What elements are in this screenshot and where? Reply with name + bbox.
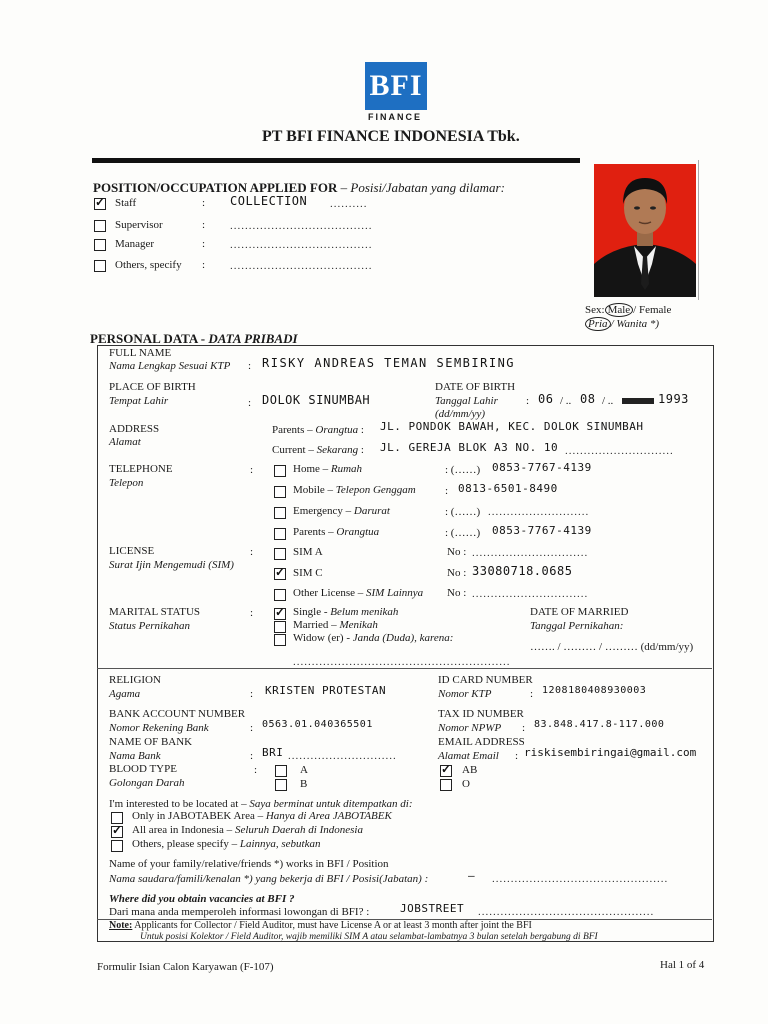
bank-account-label: BANK ACCOUNT NUMBER <box>109 708 246 720</box>
blood-label: BLOOD TYPE <box>109 763 177 775</box>
mobile-phone-checkbox[interactable] <box>274 486 286 498</box>
mobile-phone-value: 0813-6501-8490 <box>458 482 558 495</box>
vacancy-value: JOBSTREET <box>400 902 465 915</box>
applicant-photo <box>594 164 696 297</box>
tparents-sub: Orangtua <box>336 526 380 538</box>
telephone-sub: Telepon <box>109 477 144 489</box>
bank-name-label: NAME OF BANK <box>109 736 193 748</box>
widow-label: Widow (er) - <box>293 632 350 644</box>
staff-colon: : <box>202 197 206 209</box>
staff-checkbox[interactable] <box>94 198 106 210</box>
religion-value: KRISTEN PROTESTAN <box>265 684 387 697</box>
header-divider <box>92 158 580 163</box>
loc3-sub: Lainnya, sebutkan <box>239 838 321 850</box>
sex-indo-field <box>585 318 659 330</box>
dob-strikeout <box>622 398 654 404</box>
bank-name-value: BRI <box>262 746 284 759</box>
loc2-label: All area in Indonesia – <box>132 824 233 836</box>
parents-phone-field <box>293 526 379 538</box>
other-license-dots: ............................... <box>472 588 589 600</box>
supervisor-label: Supervisor <box>115 219 163 231</box>
note-line <box>109 920 532 931</box>
dob-sep-2: / .. <box>602 395 614 407</box>
full-name-label: FULL NAME <box>109 347 172 359</box>
tax-label: TAX ID NUMBER <box>438 708 524 720</box>
dob-sub: Tanggal Lahir <box>435 395 498 407</box>
address-label: ADDRESS <box>109 423 160 435</box>
sim-c-checkbox[interactable] <box>274 568 286 580</box>
address-parents-value: JL. PONDOK BAWAH, KEC. DOLOK SINUMBAH <box>380 420 644 433</box>
company-name: PT BFI FINANCE INDONESIA Tbk. <box>262 128 520 145</box>
manager-dots: ...................................... <box>230 239 373 251</box>
supervisor-dots: ...................................... <box>230 220 373 232</box>
logo-subtitle: FINANCE <box>368 112 422 122</box>
email-colon: : <box>515 750 519 762</box>
others-dots: ...................................... <box>230 260 373 272</box>
form-name: Formulir Isian Calon Karyawan (F-107) <box>97 961 274 973</box>
dom-sub: Tanggal Pernikahan: <box>530 620 624 632</box>
sex-wanita-option: / Wanita *) <box>610 318 660 330</box>
blood-a-label: A <box>300 764 308 776</box>
bfi-logo: BFI <box>365 62 427 110</box>
loc1-label: Only in JABOTABEK Area – <box>132 810 264 822</box>
mobile-phone-field <box>293 484 416 496</box>
blood-colon: : <box>254 764 258 776</box>
address-current-field: Current – Sekarang : <box>272 444 364 456</box>
staff-label: Staff <box>115 197 137 209</box>
note-text-sub: Untuk posisi Kolektor / Field Auditor, wajib memiliki SIM A atau selambat-lambatnya 3 bulan setelah bergabung di BFI <box>140 932 598 942</box>
sim-a-dots: ............................... <box>472 547 589 559</box>
blood-ab-checkbox[interactable] <box>440 765 452 777</box>
others-label: Others, specify <box>115 259 182 271</box>
widow-dots: .......................................................... <box>293 656 511 668</box>
pob-sub: Tempat Lahir <box>109 395 169 407</box>
family-dots: ............................................... <box>492 873 669 885</box>
license-sub: Surat Ijin Mengemudi (SIM) <box>109 559 234 571</box>
married-label: Married – <box>293 619 337 631</box>
mobile-label: Mobile – <box>293 484 334 496</box>
loc3-label: Others, please specify – <box>132 838 238 850</box>
others-colon: : <box>202 259 206 271</box>
note-text: Applicants for Collector / Field Auditor, must have License A or at least 3 month after joint the BFI <box>134 920 532 931</box>
home-sub: Rumah <box>330 463 363 475</box>
dom-label: DATE OF MARRIED <box>530 606 629 618</box>
idcard-colon: : <box>530 688 534 700</box>
bank-account-colon: : <box>250 722 254 734</box>
full-name-value: RISKY ANDREAS TEMAN SEMBIRING <box>262 356 516 370</box>
address-current-label: Current – <box>272 444 314 456</box>
single-checkbox[interactable] <box>274 608 286 620</box>
others-checkbox[interactable] <box>94 260 106 272</box>
sim-a-checkbox[interactable] <box>274 548 286 560</box>
other-license-sub: SIM Lainnya <box>366 587 424 599</box>
dob-sep-1: / .. <box>560 395 572 407</box>
dom-format: ……. / ……… / ……… (dd/mm/yy) <box>530 641 694 653</box>
manager-checkbox[interactable] <box>94 239 106 251</box>
personal-heading-sub: DATA PRIBADI <box>208 331 298 346</box>
vacancy-question-sub: Dari mana anda memperoleh informasi lowongan di BFI? : <box>109 906 370 918</box>
tax-sub: Nomor NPWP <box>438 722 502 734</box>
sex-male-circled[interactable]: Male <box>605 303 634 317</box>
photo-frame-edge <box>698 160 699 300</box>
blood-o-checkbox[interactable] <box>440 779 452 791</box>
address-current-dots: ............................. <box>565 445 674 457</box>
location-question <box>109 798 413 810</box>
family-question-sub: Nama saudara/famili/kenalan *) yang bekerja di BFI / Posisi(Jabatan) : <box>109 873 429 885</box>
home-phone-field <box>293 463 362 475</box>
idcard-label: ID CARD NUMBER <box>438 674 533 686</box>
supervisor-checkbox[interactable] <box>94 220 106 232</box>
emergency-phone-checkbox[interactable] <box>274 507 286 519</box>
blood-sub: Golongan Darah <box>109 777 185 789</box>
home-phone-checkbox[interactable] <box>274 465 286 477</box>
note-label: Note: <box>109 920 133 931</box>
full-name-colon: : <box>248 360 252 372</box>
vacancy-question: Where did you obtain vacancies at BFI ? <box>109 893 295 905</box>
emergency-phone-field <box>293 505 390 517</box>
emergency-dots: ........................... <box>488 506 590 518</box>
home-paren: : (……) <box>445 464 481 476</box>
dob-month: 08 <box>580 392 596 406</box>
blood-a-checkbox[interactable] <box>275 765 287 777</box>
email-value: riskisembiringai@gmail.com <box>524 746 697 759</box>
idcard-sub: Nomor KTP <box>438 688 492 700</box>
dob-format: (dd/mm/yy) <box>435 408 486 420</box>
dob-day: 06 <box>538 392 554 406</box>
loc-others-checkbox[interactable] <box>111 840 123 852</box>
sim-a-no-label: No : <box>447 546 467 558</box>
email-label: EMAIL ADDRESS <box>438 736 525 748</box>
family-question: Name of your family/relative/friends *) works in BFI / Position <box>109 858 389 870</box>
married-sub: Menikah <box>339 619 378 631</box>
mobile-sub: Telepon Genggam <box>335 484 416 496</box>
parents-phone-checkbox[interactable] <box>274 528 286 540</box>
parents-phone-value: 0853-7767-4139 <box>492 524 592 537</box>
dob-colon: : <box>526 395 530 407</box>
bank-name-dots: ............................. <box>288 750 397 762</box>
tax-colon: : <box>522 722 526 734</box>
sex-female-option: / Female <box>633 304 672 316</box>
family-value: — <box>468 869 476 882</box>
address-sub: Alamat <box>109 436 141 448</box>
widow-checkbox[interactable] <box>274 634 286 646</box>
vacancy-dots: ............................................... <box>478 906 655 918</box>
section-divider <box>97 668 712 669</box>
religion-sub: Agama <box>109 688 141 700</box>
parents-paren: : (……) <box>445 527 481 539</box>
bank-account-sub: Nomor Rekening Bank <box>109 722 209 734</box>
address-current-value: JL. GEREJA BLOK A3 NO. 10 <box>380 441 559 454</box>
address-parents-sub: Orangtua <box>315 424 359 436</box>
home-phone-value: 0853-7767-4139 <box>492 461 592 474</box>
supervisor-colon: : <box>202 219 206 231</box>
sim-c-no-label: No : <box>447 567 467 579</box>
emergency-label: Emergency – <box>293 505 352 517</box>
sim-c-value: 33080718.0685 <box>472 564 573 578</box>
staff-dots: .......... <box>330 198 368 210</box>
sex-label: Sex: <box>585 304 605 316</box>
other-license-checkbox[interactable] <box>274 589 286 601</box>
position-heading-sub: – Posisi/Jabatan yang dilamar: <box>340 180 505 195</box>
sex-field <box>585 304 671 316</box>
tparents-label: Parents – <box>293 526 334 538</box>
pob-label: PLACE OF BIRTH <box>109 381 196 393</box>
dob-year: 1993 <box>658 392 689 406</box>
full-name-sub: Nama Lengkap Sesuai KTP <box>109 360 231 372</box>
blood-b-label: B <box>300 778 308 790</box>
sim-a-label: SIM A <box>293 546 323 558</box>
email-sub: Alamat Email <box>438 750 499 762</box>
loc1-sub: Hanya di Area JABOTABEK <box>265 810 392 822</box>
loc-indonesia-field <box>132 824 363 836</box>
single-sub: Belum menikah <box>330 606 399 618</box>
location-q-text: I'm interested to be located at – <box>109 798 247 810</box>
personal-heading-text: PERSONAL DATA - <box>90 331 206 346</box>
sim-c-label: SIM C <box>293 567 323 579</box>
single-field <box>293 606 398 618</box>
staff-value: COLLECTION <box>230 194 308 208</box>
religion-label: RELIGION <box>109 674 161 686</box>
pob-value: DOLOK SINUMBAH <box>262 393 371 407</box>
address-current-sub: Sekarang <box>316 444 359 456</box>
marital-colon: : <box>250 607 254 619</box>
loc-others-field <box>132 838 321 850</box>
widow-sub: Janda (Duda), karena: <box>352 632 454 644</box>
telephone-colon: : <box>250 464 254 476</box>
bank-account-value: 0563.01.040365501 <box>262 719 373 730</box>
marital-label: MARITAL STATUS <box>109 606 201 618</box>
license-label: LICENSE <box>109 545 155 557</box>
marital-sub: Status Pernikahan <box>109 620 190 632</box>
other-license-no-label: No : <box>447 587 467 599</box>
mobile-colon: : <box>445 485 449 497</box>
license-colon: : <box>250 546 254 558</box>
blood-o-label: O <box>462 778 470 790</box>
emergency-paren: : (……) <box>445 506 481 518</box>
religion-colon: : <box>250 688 254 700</box>
address-parents-label: Parents – <box>272 424 313 436</box>
widow-field <box>293 632 453 644</box>
bank-name-colon: : <box>250 750 254 762</box>
married-field <box>293 619 378 631</box>
location-q-sub: Saya berminat untuk ditempatkan di: <box>249 798 413 810</box>
married-checkbox[interactable] <box>274 621 286 633</box>
person-silhouette-icon <box>594 164 696 297</box>
loc-indonesia-checkbox[interactable] <box>111 826 123 838</box>
blood-ab-label: AB <box>462 764 478 776</box>
blood-b-checkbox[interactable] <box>275 779 287 791</box>
dob-label: DATE OF BIRTH <box>435 381 516 393</box>
address-parents-field: Parents – Orangtua : <box>272 424 364 436</box>
page-number: Hal 1 of 4 <box>660 959 705 971</box>
telephone-label: TELEPHONE <box>109 463 173 475</box>
loc-jabotabek-field <box>132 810 392 822</box>
other-license-label: Other License – <box>293 587 364 599</box>
emergency-sub: Darurat <box>353 505 390 517</box>
home-label: Home – <box>293 463 329 475</box>
manager-label: Manager <box>115 238 155 250</box>
position-heading-text: POSITION/OCCUPATION APPLIED FOR <box>93 180 338 195</box>
sex-pria-circled[interactable]: Pria <box>585 317 611 331</box>
tax-value: 83.848.417.8-117.000 <box>534 719 665 730</box>
single-label: Single - <box>293 606 328 618</box>
bank-name-sub: Nama Bank <box>109 750 161 762</box>
loc2-sub: Seluruh Daerah di Indonesia <box>234 824 363 836</box>
manager-colon: : <box>202 238 206 250</box>
pob-colon: : <box>248 397 252 409</box>
idcard-value: 1208180408930003 <box>542 685 647 696</box>
other-license-field <box>293 587 423 599</box>
